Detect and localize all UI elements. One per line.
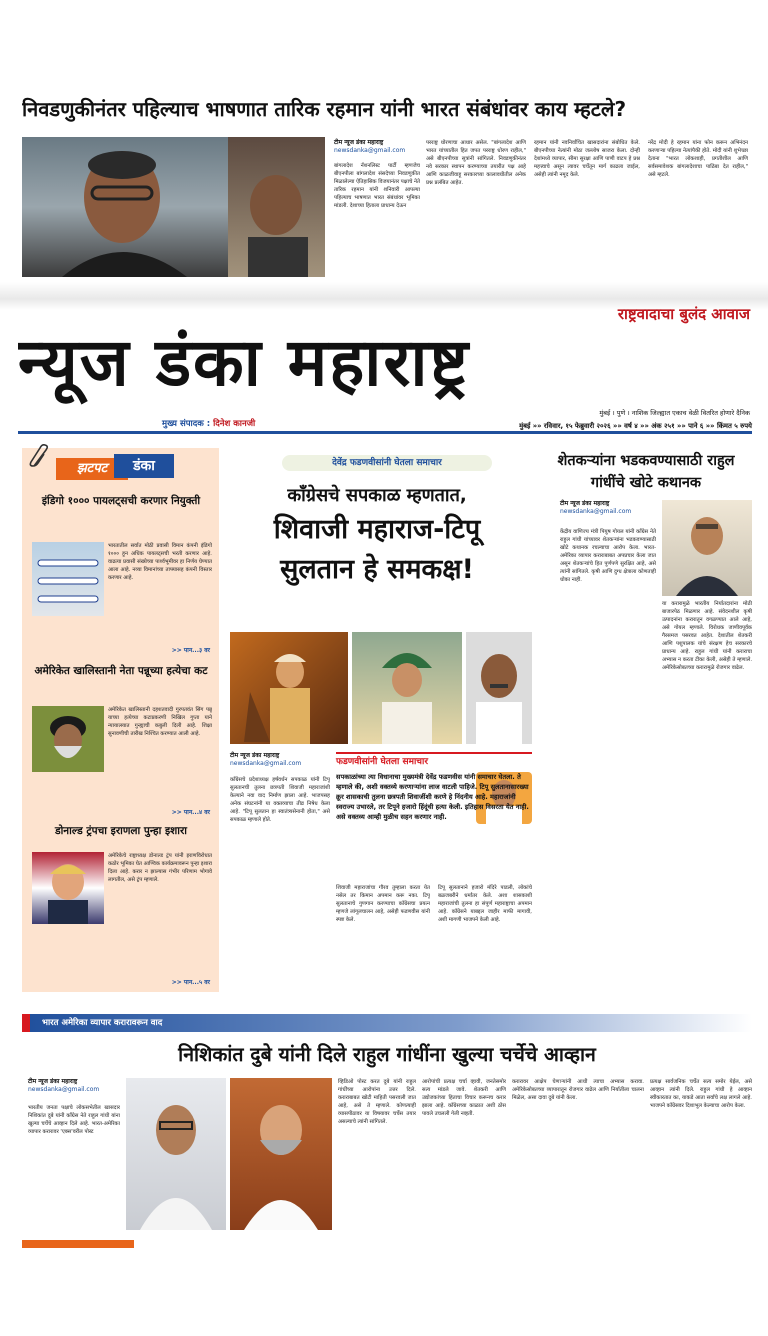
masthead-rule <box>18 431 752 434</box>
top-byline-team: टीम न्यूज डंका महाराष्ट्र <box>334 139 384 146</box>
bottom-kicker-accent <box>22 1014 30 1032</box>
top-col-3: रहमान यांनी नवनिर्वाचित खासदारांना संबोधित केले. बीएनपीच्या नेत्यांनी मोठा जल्लोष साजरा केला. दोन्ही देशांमध्ये व्यापार, सीमा सुरक्षा आणि पाणी वाटप हे प्रश्न महत्त्वाचे असून त्यावर चर्चेतून मार्ग काढला जाईल, असेही त्यांनी नमूद केले. <box>534 140 640 178</box>
jhatpat-story-3-more[interactable]: >> पान...५ वर <box>171 979 210 986</box>
center-headline-line-3: सुलतान हे समकक्ष! <box>280 554 474 585</box>
nishikant-dubey-photo <box>126 1078 226 1230</box>
center-headline-line-1: काँग्रेसचे सपकाळ म्हणतात, <box>287 485 467 506</box>
jhatpat-story-3-title[interactable]: डोनाल्ड ट्रंपचा इराणला पुन्हा इशारा <box>54 825 188 837</box>
editor-name: दिनेश कानजी <box>213 419 256 429</box>
jhatpat-story-1-body: भारतातील सर्वात मोठी प्रवासी विमान कंपनी इंडिगो १००० हून अधिक पायलट्सची भरती करणार आहे. वाढत्या प्रवासी संख्येच्या पार्श्वभूमीवर हा निर्णय घेण्यात आला आहे. नव्या विमानांच्या ताफ्यासह कंपनी विस्तार करणार आहे. <box>108 543 212 581</box>
paperclip-icon <box>28 444 52 470</box>
right-body-2: या करारामुळे भारतीय निर्यातदारांना मोठी बाजारपेठ मिळणार आहे. संवेदनशील कृषी उत्पादनांना करारातून वगळण्यात आले आहे, असे गोयल म्हणाले. विरोधक जाणीवपूर्वक गैरसमज पसरवत आहेत. देशातील शेतकरी आणि पशुपालक यांचे संरक्षण हेच सरकारचे प्राधान्य आहे. राहुल गांधी यांनी कराराचा अभ्यास न करता टीका केली, असेही ते म्हणाले. अमेरिकेसोबतच्या करारामुळे रोजगार वाढेल. <box>662 601 752 671</box>
jhatpat-panel <box>22 448 219 992</box>
editor-label: मुख्य संपादक : <box>162 419 211 429</box>
bottom-byline <box>28 1078 120 1094</box>
top-byline-email[interactable]: newsdanka@gmail.com <box>334 147 406 154</box>
right-byline <box>560 500 660 516</box>
center-col-3: टिपू सुलतानाने हजारो मंदिरे पाडली, लोकांचे बळजबरीने धर्मांतर केले. अशा शासकाशी महाराजांची तुलना हा संपूर्ण महाराष्ट्राचा अपमान आहे. काँग्रेसने याबद्दल जाहीर माफी मागावी, अशी मागणी भाजपने केली आहे. <box>438 885 532 923</box>
top-col-2: परराष्ट्र धोरणाचा आधार असेल. "बांगलादेश आणि भारत यांच्यातील हित जपत परराष्ट्र धोरण राहील," असे बीएनपीच्या सूत्रांनी सांगितले. निवडणुकीनंतर नवे सरकार स्थापन करण्याच्या तयारीत पक्ष आहे आणि काळजीवाहू सरकारच्या कालावधीतील अनेक प्रश्न प्रलंबित आहेत. <box>426 140 526 186</box>
jhatpat-story-1-title[interactable]: इंडिगो १००० पायलट्सची करणार नियुक्ती <box>41 495 201 507</box>
tarique-rahman-photo <box>22 137 228 277</box>
tarique-rahman-speech-photo <box>228 137 325 277</box>
tipu-sultan-painting <box>352 632 462 744</box>
jhatpat-label: झटपट <box>56 458 128 480</box>
pannun-photo <box>32 706 104 772</box>
center-byline-email[interactable]: newsdanka@gmail.com <box>230 760 302 767</box>
top-byline <box>334 139 414 155</box>
center-col-2: शिवाजी महाराजांचा गौरव तुम्हाला करता येत नसेल तर किमान अपमान करू नका. टिपू सुलतानाचे गुणगान करण्याचा काँग्रेसचा प्रयत्न म्हणजे लांगूलचालन आहे, असेही फडणवीस यांनी स्पष्ट केले. <box>336 885 430 923</box>
jhatpat-story-2-more[interactable]: >> पान...४ वर <box>171 809 210 816</box>
indigo-planes-photo <box>32 542 104 616</box>
fadnavis-box-text: सपकाळांच्या त्या विधानाचा मुख्यमंत्री देवेंद्र फडणवीस यांनी समाचार घेतला. ते म्हणाले की, अशी वक्तव्ये करणाऱ्यांना लाज वाटली पाहिजे. टिपू सुलतानासारख्या क्रूर शासकाची तुलना छत्रपती शिवाजींशी करणे हे निंदनीय आहे. महाराजांनी स्वराज्य उभारले, तर टिपूने हजारो हिंदूंची हत्या केली. इतिहास विसरता येत नाही. असे वक्तव्य आम्ही मुळीच सहन करणार नाही. <box>336 773 529 821</box>
bottom-col-5: प्रत्यक्ष सार्वजनिक चर्चेत सत्य समोर येईल, असे आव्हान त्यांनी दिले. राहुल गांधी हे आव्हान स्वीकारतात का, याकडे आता सर्वांचे लक्ष लागले आहे. भाजपने काँग्रेसवर दिशाभूल केल्याचा आरोप केला. <box>650 1079 752 1109</box>
bottom-orange-bar <box>22 1240 134 1248</box>
masthead-editor <box>162 418 255 429</box>
center-headline-line-2: शिवाजी महाराज-टिपू <box>273 514 481 545</box>
trump-photo <box>32 852 104 924</box>
jhatpat-story-2-title[interactable]: अमेरिकेत खालिस्तानी नेता पन्नूच्या हत्येचा कट <box>34 665 208 677</box>
fadnavis-box <box>336 752 532 880</box>
center-headline[interactable] <box>226 482 528 590</box>
jhatpat-story-2-body: अमेरिकेत खालिस्तानी दहशतवादी गुरपतवंत सिंग पन्नू याच्या हत्येच्या कटाप्रकरणी निखिल गुप्ता याने न्यायालयात गुन्ह्याची कबुली दिली आहे. शिक्षा सुनावणीची तारीख निश्चित करण्यात आली आहे. <box>108 707 212 737</box>
bottom-col-4: करारावर आक्षेप घेणाऱ्यांनी आधी त्याचा अभ्यास करावा. अमेरिकेसोबतच्या व्यापारातून रोजगार वाढेल आणि निर्यातीला चालना मिळेल, असा दावा दुबे यांनी केला. <box>512 1079 644 1101</box>
right-byline-email[interactable]: newsdanka@gmail.com <box>560 508 632 515</box>
top-col-4: नरेंद्र मोदी हे रहमान यांना फोन करून अभिनंदन करणाऱ्या पहिल्या नेत्यांपैकी होते. मोदी यांनी शुभेच्छा देताना "भारत लोकशाही, प्रगतीशील आणि सर्वसमावेशक बांगलादेशाचा पाठिंबा देत राहील," असे म्हटले. <box>648 140 748 178</box>
bottom-col-1: भारतीय जनता पक्षाचे लोकसभेतील खासदार निशिकांत दुबे यांनी काँग्रेस नेते राहुल गांधी यांना खुल्या चर्चेचे आव्हान दिले आहे. भारत-अमेरिका व्यापार करारावर 'एक्स'वरील पोस्ट <box>28 1105 120 1135</box>
bottom-col-3: आरोपांची प्रत्यक्ष चर्चा व्हावी, जनतेसमोर सत्य मांडले जावे. शेतकरी आणि उद्योजकांच्या हिताचा विचार करूनच करार झाला आहे. काँग्रेसच्या काळात अशी ठोस पावले उचलली गेली नव्हती. <box>422 1079 506 1117</box>
bottom-byline-email[interactable]: newsdanka@gmail.com <box>28 1086 100 1093</box>
bottom-byline-team: टीम न्यूज डंका महाराष्ट्र <box>28 1078 78 1085</box>
top-story-headline[interactable]: निवडणुकीनंतर पहिल्याच भाषणात तारिक रहमान यांनी भारत संबंधांवर काय म्हटले? <box>22 97 627 121</box>
bottom-kicker: भारत अमेरिका व्यापार करारावरून वाद <box>42 1018 163 1028</box>
masthead-slogan: राष्ट्रवादाचा बुलंद आवाज <box>617 305 750 323</box>
bottom-col-2: व्हिडिओ पोस्ट करत दुबे यांनी राहुल गांधींच्या आरोपांना उत्तर दिले. कराराबाबत खोटी माहिती पसरवली जात आहे, असे ते म्हणाले. कोणत्याही व्यासपीठावर या विषयावर चर्चेस तयार असल्याचे त्यांनी सांगितले. <box>338 1079 416 1125</box>
right-body-1: केंद्रीय वाणिज्य मंत्री पियुष गोयल यांनी काँग्रेस नेते राहुल गांधी यांच्यावर शेतकऱ्यांना भडकवण्यासाठी खोटे कथानक रचल्याचा आरोप केला. भारत-अमेरिका व्यापार कराराबाबत अपप्रचार केला जात असून शेतकऱ्यांचे हित पूर्णपणे सुरक्षित आहे, असे त्यांनी सांगितले. कृषी आणि दुग्ध क्षेत्राला कोणताही धोका नाही. <box>560 529 656 583</box>
masthead-title[interactable]: न्यूज डंका महाराष्ट्र <box>18 323 471 401</box>
fadnavis-box-kicker: फडणवीसांनी घेतला समाचार <box>336 757 429 767</box>
jhatpat-story-1-more[interactable]: >> पान...३ वर <box>171 647 210 654</box>
masthead-dateline: मुंबई »» रविवार, १५ फेब्रुवारी २०२६ »» वर्ष ४ »» अंक २५१ »» पाने ६ »» किंमत ५ रुपये <box>519 422 752 430</box>
shivaji-maharaj-painting <box>230 632 348 744</box>
jhatpat-story-3-body: अमेरिकेचे राष्ट्राध्यक्ष डोनाल्ड ट्रंप यांनी इराणविरोधात कठोर भूमिका घेत आण्विक कार्यक्रमावरून पुन्हा इशारा दिला आहे. करार न झाल्यास गंभीर परिणाम भोगावे लागतील, असे ट्रंप म्हणाले. <box>108 853 212 883</box>
center-byline <box>230 752 330 768</box>
center-kicker: देवेंद्र फडणवीसांनी घेतला समाचार <box>282 455 492 471</box>
center-byline-team: टीम न्यूज डंका महाराष्ट्र <box>230 752 280 759</box>
harshvardhan-sapkal-photo <box>466 632 532 744</box>
right-byline-team: टीम न्यूज डंका महाराष्ट्र <box>560 500 610 507</box>
center-col-1: काँग्रेसचे प्रदेशाध्यक्ष हर्षवर्धन सपकाळ यांनी टिपू सुलतानची तुलना छत्रपती शिवाजी महाराजांशी केल्याने नवा वाद निर्माण झाला आहे. भाजपसह अनेक संघटनांनी या वक्तव्याचा तीव्र निषेध केला आहे. "टिपू सुलतान हा स्वातंत्र्यसेनानी होता," असे सपकाळ म्हणाले होते. <box>230 777 330 823</box>
piyush-goyal-photo <box>662 500 752 596</box>
bottom-headline[interactable]: निशिकांत दुबे यांनी दिले राहुल गांधींना खुल्या चर्चेचे आव्हान <box>178 1043 596 1066</box>
masthead-cities: मुंबई । पुणे । नाशिक जिल्ह्यात एकाच वेळी वितरित होणारे दैनिक <box>599 409 750 417</box>
rahul-gandhi-photo <box>230 1078 332 1230</box>
top-col-1: बांगलादेश नॅशनलिस्ट पार्टी म्हणजेच बीएनपीला बांगलादेश संसदेच्या निवडणुकीत मिळालेल्या ऐतिहासिक विजयानंतर पक्षाचे नेते तारिक रहमान यांनी शनिवारी आपल्या पहिल्याच भाषणात भारत संबंधांवर भूमिका मांडली. देशाच्या हिताला प्राधान्य देऊन <box>334 163 420 209</box>
danka-label: डंका <box>114 454 174 478</box>
bottom-kicker-band <box>22 1014 752 1032</box>
right-headline[interactable]: शेतकऱ्यांना भडकवण्यासाठी राहुल गांधींचे खोटे कथानक <box>557 453 735 491</box>
